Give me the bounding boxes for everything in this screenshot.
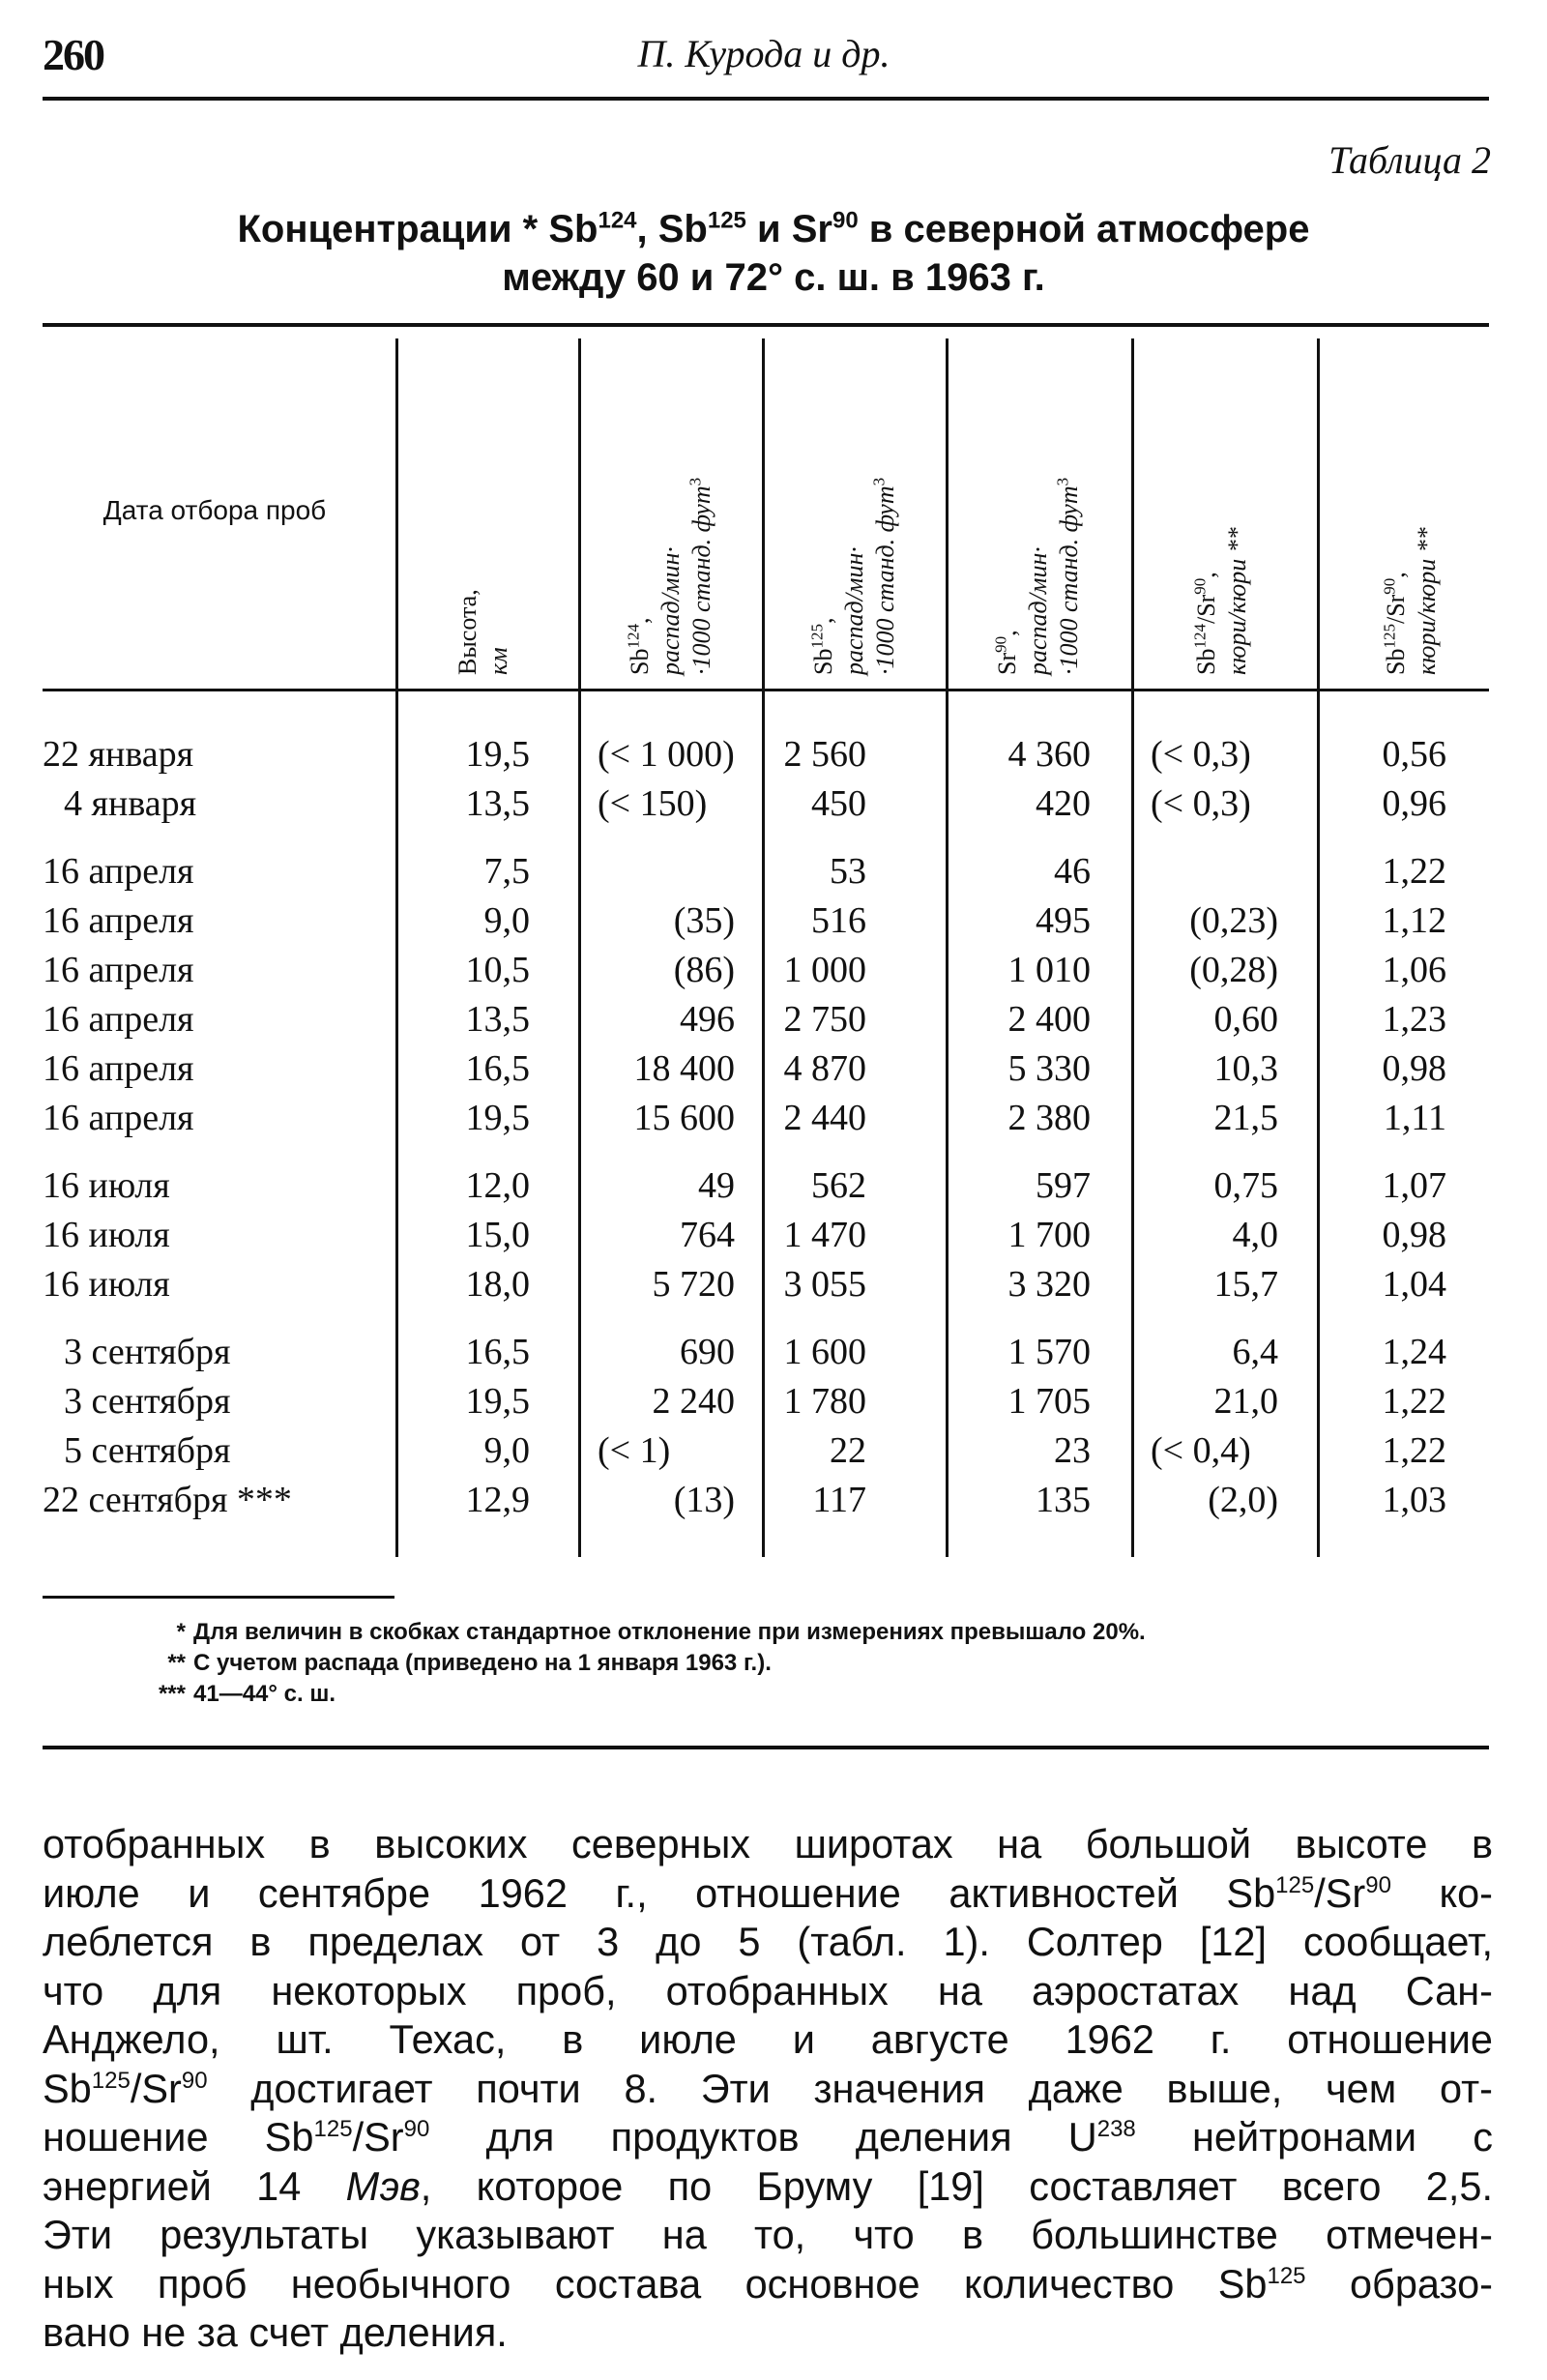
cell-sb125: 2 560 xyxy=(783,734,866,775)
cell-sb124: (< 1) xyxy=(598,1430,671,1471)
row-date: 16 апреля xyxy=(43,900,194,941)
cell-sb125: 4 870 xyxy=(783,1048,866,1089)
body-text xyxy=(43,1820,1493,2358)
page-number: 260 xyxy=(43,30,103,79)
column-header-date: Дата отбора проб xyxy=(102,495,327,525)
cell-sb124: 18 400 xyxy=(633,1048,735,1089)
cell-sr90: 495 xyxy=(1036,900,1091,941)
footnote-text: С учетом распада (приведено на 1 января 1963 г.). xyxy=(193,1650,772,1676)
table-bottom-rule xyxy=(43,1746,1489,1749)
cell-sb125: 3 055 xyxy=(783,1264,866,1305)
body-line: что для некоторых проб, отобранных на аэростатах над Сан- xyxy=(43,1967,1493,2013)
row-date: 16 апреля xyxy=(43,1098,194,1138)
cell-sr90: 420 xyxy=(1036,783,1091,824)
table-caption-line2: между 60 и 72° с. ш. в 1963 г. xyxy=(502,256,1045,299)
row-date: 22 января xyxy=(43,734,194,775)
cell-sb124: 5 720 xyxy=(652,1264,735,1305)
column-divider xyxy=(762,338,765,1557)
cell-r124: 21,0 xyxy=(1213,1381,1278,1422)
body-line: леблется в пределах от 3 до 5 (табл. 1). Солтер [12] сообщает, xyxy=(43,1919,1493,1964)
row-date: 3 сентября xyxy=(64,1332,231,1372)
cell-sb125: 516 xyxy=(811,900,866,941)
body-line: энергией 14 Мэв, которое по Бруму [19] составляет всего 2,5. xyxy=(43,2162,1493,2209)
cell-sb124: 15 600 xyxy=(633,1098,735,1138)
cell-sb124: (35) xyxy=(673,900,735,941)
cell-height: 12,9 xyxy=(465,1480,530,1520)
footnote-mark: ** xyxy=(167,1650,186,1676)
cell-sr90: 3 320 xyxy=(1007,1264,1091,1305)
cell-r125: 1,11 xyxy=(1383,1098,1446,1138)
cell-r124: 0,75 xyxy=(1213,1165,1278,1206)
cell-height: 16,5 xyxy=(465,1048,530,1089)
cell-sr90: 23 xyxy=(1054,1430,1091,1471)
cell-sb125: 1 600 xyxy=(783,1332,866,1372)
cell-sr90: 597 xyxy=(1036,1165,1091,1206)
cell-height: 19,5 xyxy=(465,1381,530,1422)
row-date: 22 сентября *** xyxy=(43,1480,292,1520)
row-date: 16 апреля xyxy=(43,851,194,892)
cell-sr90: 5 330 xyxy=(1007,1048,1091,1089)
cell-r124: 4,0 xyxy=(1232,1215,1278,1255)
body-line: Анджело, шт. Техас, в июле и августе 1962 г. отношение xyxy=(43,2016,1493,2062)
footnote-text: Для величин в скобках стандартное отклонение при измерениях превышало 20%. xyxy=(193,1619,1146,1645)
body-line: Эти результаты указывают на то, что в большинстве отмечен- xyxy=(43,2212,1493,2257)
cell-sb124: (86) xyxy=(673,950,735,990)
footnote-mark: *** xyxy=(158,1681,186,1707)
cell-sb125: 22 xyxy=(830,1430,866,1471)
cell-sb125: 1 000 xyxy=(783,950,866,990)
cell-r124: 21,5 xyxy=(1213,1098,1278,1138)
cell-sb124: (< 1 000) xyxy=(598,734,735,775)
cell-height: 18,0 xyxy=(465,1264,530,1305)
table-caption xyxy=(0,205,1547,302)
footnote-mark: * xyxy=(176,1619,186,1645)
footnote-text: 41—44° с. ш. xyxy=(193,1681,336,1707)
cell-sr90: 46 xyxy=(1054,851,1091,892)
cell-sb125: 1 780 xyxy=(783,1381,866,1422)
cell-r124: (0,23) xyxy=(1189,900,1278,941)
cell-sb125: 117 xyxy=(812,1480,866,1520)
cell-sb124: (13) xyxy=(673,1480,735,1520)
running-head-title: П. Курода и др. xyxy=(637,32,890,75)
cell-sb124: 496 xyxy=(680,999,735,1040)
cell-height: 12,0 xyxy=(465,1165,530,1206)
cell-r124: 0,60 xyxy=(1213,999,1278,1040)
cell-height: 16,5 xyxy=(465,1332,530,1372)
cell-r125: 1,03 xyxy=(1382,1480,1446,1520)
cell-sb125: 2 440 xyxy=(783,1098,866,1138)
cell-sr90: 2 380 xyxy=(1007,1098,1091,1138)
body-line: отобранных в высоких северных широтах на большой высоте в xyxy=(43,1821,1493,1866)
row-date: 16 июля xyxy=(43,1264,170,1305)
table-caption-line1: Концентрации * Sb$^{124}$, Sb$^{125}$ и Sr$^{90}$ в северной атмосфере xyxy=(237,207,1310,250)
column-divider xyxy=(946,338,949,1557)
column-divider xyxy=(1317,338,1320,1557)
cell-sb125: 53 xyxy=(830,851,866,892)
body-line: Sb$^{125}$/Sr$^{90}$ достигает почти 8. Эти значения даже выше, чем от- xyxy=(43,2065,1493,2111)
cell-sr90: 1 010 xyxy=(1007,950,1091,990)
cell-r124: (2,0) xyxy=(1208,1480,1278,1520)
cell-height: 15,0 xyxy=(465,1215,530,1255)
cell-sb124: 49 xyxy=(698,1165,735,1206)
cell-height: 9,0 xyxy=(483,1430,530,1471)
cell-r125: 1,24 xyxy=(1382,1332,1446,1372)
cell-r125: 1,04 xyxy=(1382,1264,1446,1305)
row-date: 16 апреля xyxy=(43,950,194,990)
cell-r125: 1,22 xyxy=(1382,1430,1446,1471)
cell-r125: 0,98 xyxy=(1382,1048,1446,1089)
cell-r125: 1,07 xyxy=(1382,1165,1446,1206)
cell-r124: 6,4 xyxy=(1232,1332,1278,1372)
column-divider xyxy=(578,338,581,1557)
running-head xyxy=(39,29,1489,87)
cell-height: 13,5 xyxy=(465,999,530,1040)
body-line: ношение Sb$^{125}$/Sr$^{90}$ для продуктов деления $U^{238}$ нейтронами с xyxy=(43,2114,1493,2160)
cell-height: 10,5 xyxy=(465,950,530,990)
row-date: 4 января xyxy=(64,783,197,824)
cell-r125: 0,56 xyxy=(1382,734,1446,775)
cell-height: 9,0 xyxy=(483,900,530,941)
page: 260 П. Курода и др. Таблица 2 Концентрации * Sb$^{124}$, Sb$^{125}$ и Sr$^{90}$ в северной атмосфере между 60 и 72° с. ш. в 1963 г. Дата отбора проб Высота, км Sb$^{124}$, распад/мин· ·1000 станд. фут$^3$ Sb$^{125}$, распад/мин· ·1000 станд. фут$^3$ Sr$^{90}$, распад/мин· ·1000 станд. фут$^3$ Sb$^{124}$/Sr$^{90}$, кюри/кюри ** Sb$^{125}$/Sr$^{90}$, кюри/кюри ** 22 января 19,5 (< 1 000) 2 560 4 360 (< 0,3) 0,56 4 января 13,5 (< 150) 450 420 (< 0,3) 0,96 16 апреля 7,5 53 46 1,22 16 апреля 9,0 (35) 516 495 (0,23) 1,12 16 апреля 10,5 (86) 1 000 1 010 (0,28) 1,06 16 апреля 13,5 496 2 750 2 400 0,60 1,23 16 апреля 16,5 18 400 4 870 5 330 10,3 0,98 16 апреля 19,5 15 600 2 440 2 380 21,5 1,11 16 июля 12,0 49 562 597 0,75 1,07 16 июля 15,0 764 1 470 1 700 4,0 0,98 16 июля 18,0 5 720 3 055 3 320 15,7 1,04 3 сентября 16,5 690 1 600 1 570 6,4 1,24 3 сентября 19,5 2 240 1 780 1 705 21,0 1,22 5 сентября 9,0 (< 1) 22 23 (< 0,4) 1,22 22 сентября *** 12,9 (13) 117 135 (2,0) 1,03 * Для величин в скобках стандартное отклонение при измерениях превышало 20%. ** С учетом распада (приведено на 1 января 1963 г.). *** 41—44° с. ш. отобранных в высоких северных широтах на большой высоте в июле и сентябре 1962 г., отношение активностей Sb$^{125}$/Sr$^{90}$ ко- леблется в пределах от 3 до 5 (табл. 1). Солтер [12] сообщает, что для некоторых проб, отобранных на аэростатах над Сан- Анджело, шт. Техас, в июле и августе 1962 г. отношение Sb$^{125}$/Sr$^{90}$ достигает почти 8. Эти значения даже выше, чем от- ношение Sb$^{125}$/Sr$^{90}$ для продуктов деления $U^{238}$ нейтронами с энергией 14 Мэв, которое по Бруму [19] составляет всего 2,5. Эти результаты указывают на то, что в большинстве отмечен- ных проб необычного состава основное количество Sb$^{125}$ образо- вано не за счет деления. xyxy=(0,0,1547,2380)
cell-sb124: 764 xyxy=(680,1215,735,1255)
cell-sr90: 135 xyxy=(1036,1480,1091,1520)
cell-sr90: 1 700 xyxy=(1007,1215,1091,1255)
header-rule xyxy=(43,97,1489,101)
cell-height: 7,5 xyxy=(483,851,530,892)
cell-r125: 1,12 xyxy=(1382,900,1446,941)
cell-height: 13,5 xyxy=(465,783,530,824)
cell-height: 19,5 xyxy=(465,1098,530,1138)
cell-sb125: 2 750 xyxy=(783,999,866,1040)
cell-r125: 0,96 xyxy=(1382,783,1446,824)
table-label: Таблица 2 xyxy=(1328,138,1491,182)
cell-r124: (< 0,4) xyxy=(1151,1430,1251,1471)
cell-r124: (< 0,3) xyxy=(1151,783,1251,824)
footnote-rule xyxy=(43,1596,394,1599)
cell-r124: 10,3 xyxy=(1213,1048,1278,1089)
row-date: 5 сентября xyxy=(64,1430,231,1471)
table-top-rule xyxy=(43,323,1489,327)
cell-sr90: 2 400 xyxy=(1007,999,1091,1040)
cell-sb125: 562 xyxy=(811,1165,866,1206)
cell-r125: 1,22 xyxy=(1382,1381,1446,1422)
cell-sb125: 1 470 xyxy=(783,1215,866,1255)
body-line: вано не за счет деления. xyxy=(43,2309,508,2355)
cell-r125: 1,23 xyxy=(1382,999,1446,1040)
cell-sb125: 450 xyxy=(811,783,866,824)
column-divider xyxy=(1131,338,1134,1557)
cell-r125: 1,06 xyxy=(1382,950,1446,990)
cell-sr90: 4 360 xyxy=(1007,734,1091,775)
row-date: 16 июля xyxy=(43,1215,170,1255)
cell-sb124: 2 240 xyxy=(652,1381,735,1422)
cell-r125: 1,22 xyxy=(1382,851,1446,892)
row-date: 16 апреля xyxy=(43,999,194,1040)
cell-r124: (< 0,3) xyxy=(1151,734,1251,775)
cell-sb124: (< 150) xyxy=(598,783,708,824)
cell-r124: (0,28) xyxy=(1189,950,1278,990)
table-header-rule xyxy=(43,689,1489,691)
row-date: 16 июля xyxy=(43,1165,170,1206)
cell-r125: 0,98 xyxy=(1382,1215,1446,1255)
row-date: 3 сентября xyxy=(64,1381,231,1422)
body-line: ных проб необычного состава основное количество Sb$^{125}$ образо- xyxy=(43,2260,1493,2307)
cell-height: 19,5 xyxy=(465,734,530,775)
cell-sr90: 1 570 xyxy=(1007,1332,1091,1372)
body-line: июле и сентябре 1962 г., отношение активностей Sb$^{125}$/Sr$^{90}$ ко- xyxy=(43,1869,1494,1916)
cell-sr90: 1 705 xyxy=(1007,1381,1091,1422)
cell-sb124: 690 xyxy=(680,1332,735,1372)
column-divider xyxy=(395,338,398,1557)
row-date: 16 апреля xyxy=(43,1048,194,1089)
cell-r124: 15,7 xyxy=(1213,1264,1278,1305)
